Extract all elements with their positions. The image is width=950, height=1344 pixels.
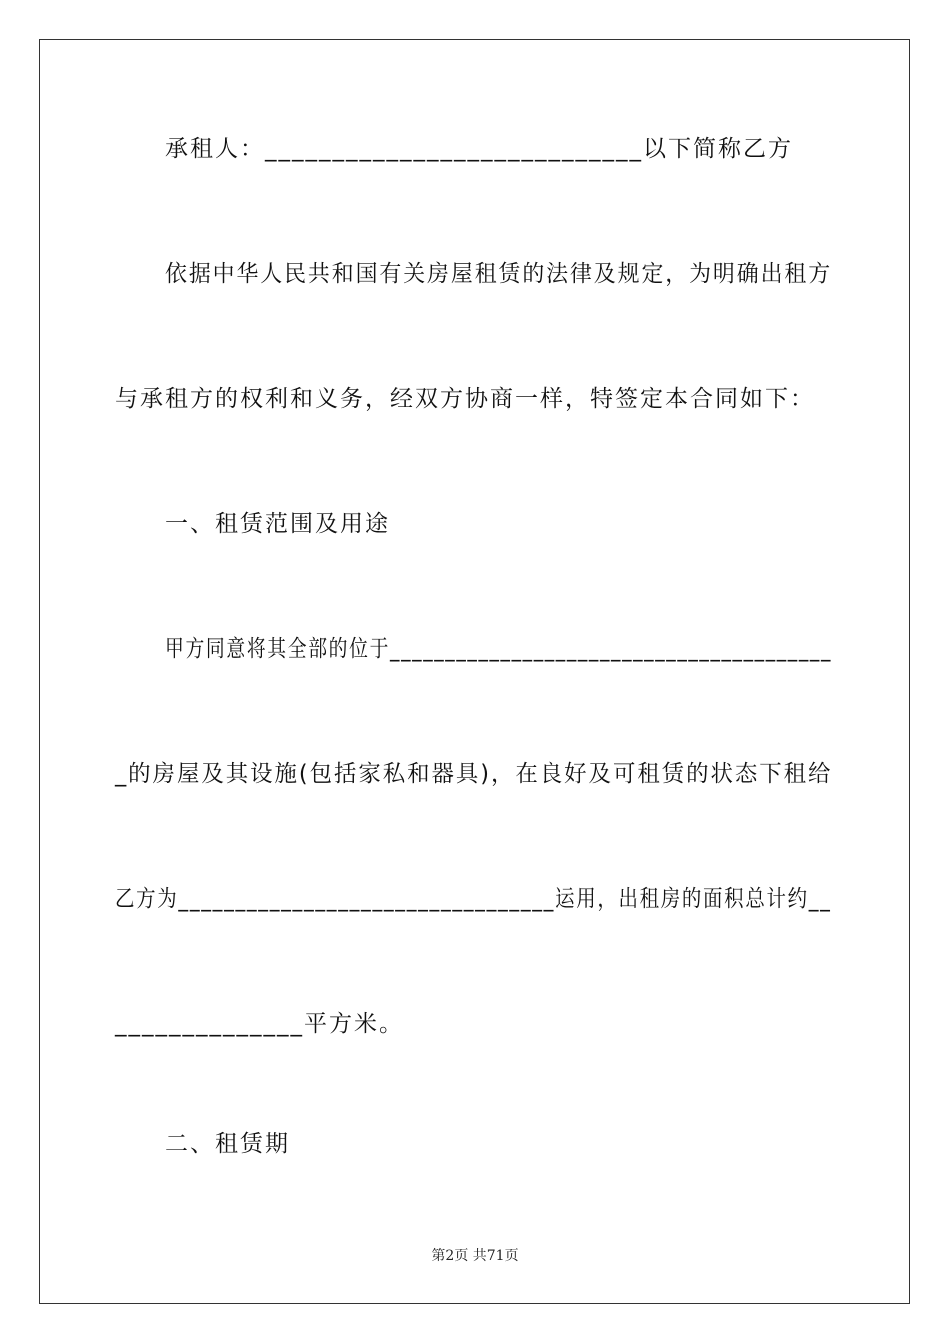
- section-1-line-3: 乙方为_________________________________运用，出租房的面积总计约__: [115, 886, 832, 912]
- paragraph-intro-line-1: 依据中华人民共和国有关房屋租赁的法律及规定，为明确出租方: [165, 261, 833, 287]
- section-1-line-1: 甲方同意将其全部的位于________________________________________: [165, 636, 832, 662]
- section-heading-2: 二、租赁期: [165, 1131, 290, 1157]
- section-1-line-2: _的房屋及其设施(包括家私和器具)，在良好及可租赁的状态下租给: [115, 761, 833, 787]
- paragraph-intro-line-2: 与承租方的权利和义务，经双方协商一样，特签定本合同如下：: [115, 386, 815, 412]
- page-footer: 第2页 共71页: [431, 1248, 519, 1264]
- section-heading-1: 一、租赁范围及用途: [165, 511, 390, 537]
- section-1-line-4: ______________平方米。: [115, 1011, 404, 1037]
- page-border: [39, 39, 910, 1304]
- lessee-line: 承租人：____________________________以下简称乙方: [165, 136, 793, 162]
